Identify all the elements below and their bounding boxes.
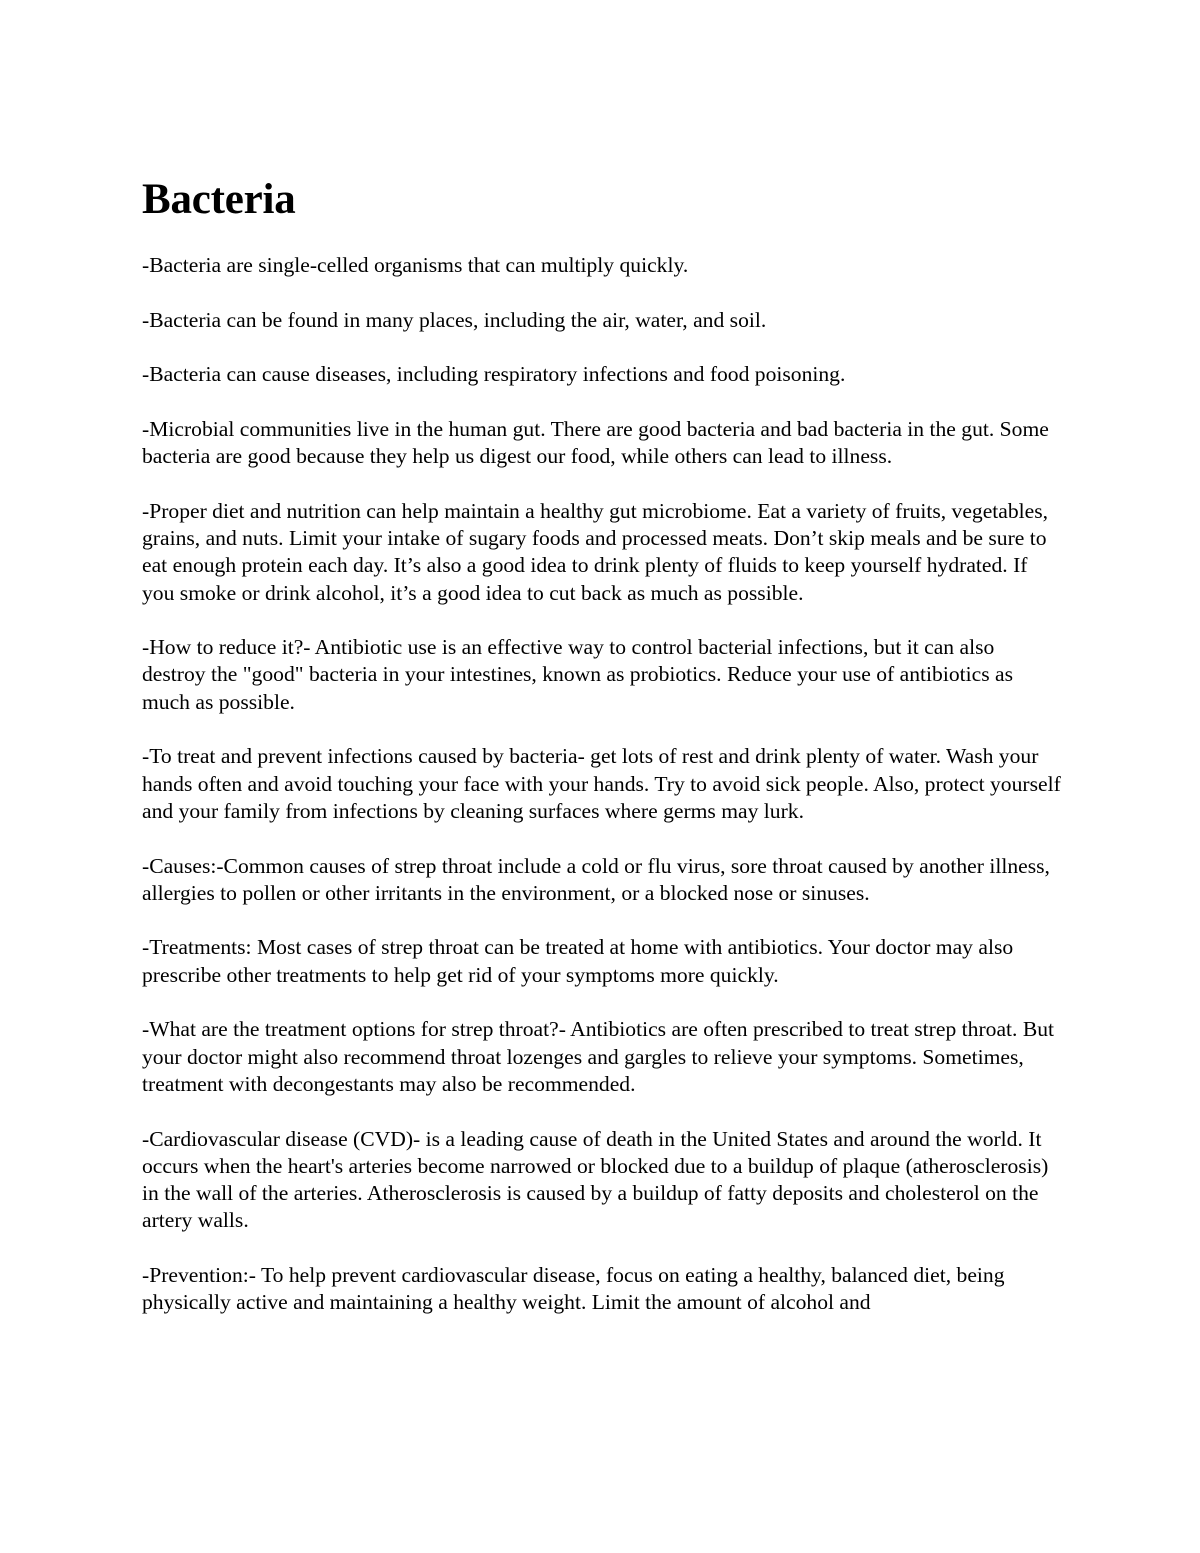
paragraph-causes: -Causes:-Common causes of strep throat include a cold or flu virus, sore throat caused by another illness, allergies to pollen or other irritants in the environment, or a blocked nose or sinuses. [142,853,1050,905]
paragraph-cardiovascular-disease: -Cardiovascular disease (CVD)- is a leading cause of death in the United States and around the world. It occurs when the heart's arteries become narrowed or blocked due to a buildup of plaque (atherosclerosis) in the wall of the arteries. Atherosclerosis is caused by a buildup of fatty deposits and cholesterol on the artery walls. [142,1126,1049,1233]
paragraph-found-places: -Bacteria can be found in many places, including the air, water, and soil. [142,307,767,332]
document-title: Bacteria [142,176,296,223]
paragraph-treatment-options: -What are the treatment options for strep throat?- Antibiotics are often prescribed to treat strep throat. But your doctor might also recommend throat lozenges and gargles to relieve your symptoms. Sometimes, treatment with decongestants may also be recommended. [142,1017,1055,1096]
paragraph-prevention: -Prevention:- To help prevent cardiovascular disease, focus on eating a healthy, balanced diet, being physically active and maintaining a healthy weight. Limit the amount of alcohol and [142,1262,1005,1315]
paragraph-treat-prevent: -To treat and prevent infections caused by bacteria- get lots of rest and drink plenty of water. Wash your hands often and avoid touching your face with your hands. Try to avoid sick people. Also, protect yourself and your family from infections by cleaning surfaces where germs may lurk. [142,744,1061,823]
document-body [142,172,1062,1344]
paragraph-single-celled: -Bacteria are single-celled organisms that can multiply quickly. [142,253,689,277]
paragraph-treatments: -Treatments: Most cases of strep throat can be treated at home with antibiotics. Your doctor may also prescribe other treatments to help get rid of your symptoms more quickly. [142,935,1014,987]
paragraph-cause-diseases: -Bacteria can cause diseases, including respiratory infections and food poisoning. [142,362,846,387]
paragraph-how-to-reduce: -How to reduce it?- Antibiotic use is an effective way to control bacterial infections, but it can also destroy the "good" bacteria in your intestines, known as probiotics. Reduce your use of antibiotics as much as possible. [142,635,1013,714]
paragraph-proper-diet: -Proper diet and nutrition can help maintain a healthy gut microbiome. Eat a variety of fruits, vegetables, grains, and nuts. Limit your intake of sugary foods and processed meats. Don’t skip meals and be sure to eat enough protein each day. It’s also a good idea to drink plenty of fluids to keep yourself hydrated. If you smoke or drink alcohol, it’s a good idea to cut back as much as possible. [142,498,1049,605]
paragraph-microbial-communities: -Microbial communities live in the human gut. There are good bacteria and bad bacteria in the gut. Some bacteria are good because they help us digest our food, while others can lead to illness. [142,416,1049,469]
